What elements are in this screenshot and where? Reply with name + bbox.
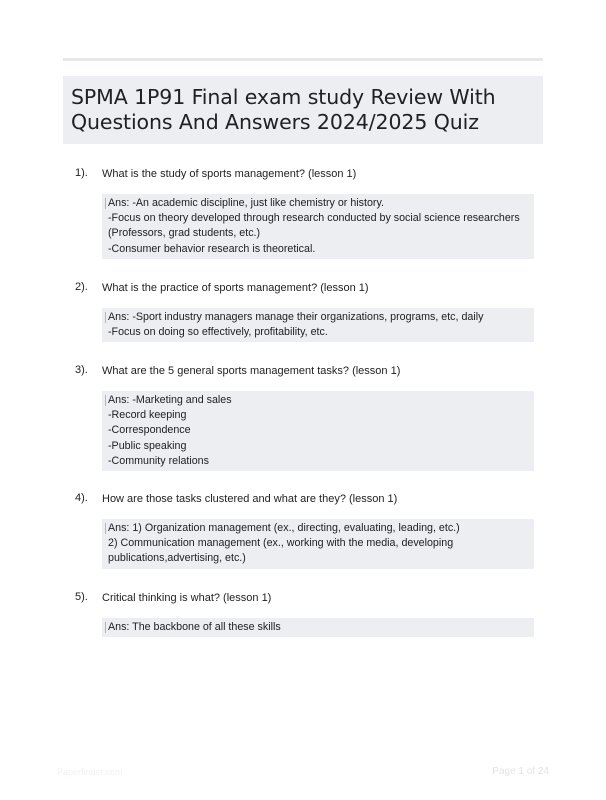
answer-line: -Consumer behavior research is theoretical. <box>108 242 316 255</box>
question-number: 5). <box>75 591 88 603</box>
answer-line: Ans: -An academic discipline, just like chemistry or history. <box>108 197 384 209</box>
answer-box <box>102 391 534 471</box>
question-block-2 <box>75 280 535 342</box>
page-title: SPMA 1P91 Final exam study Review With Questions And Answers 2024/2025 Quiz <box>71 85 496 134</box>
answer-line: -Focus on theory developed through research conducted by social science researchers (Professors, grad students, etc.) <box>108 212 520 240</box>
question-text: How are those tasks clustered and what are they? (lesson 1) <box>102 493 398 505</box>
question-number: 1). <box>75 167 88 179</box>
question-text: What is the practice of sports management? (lesson 1) <box>102 282 369 294</box>
title-banner <box>63 76 543 144</box>
question-text: What is the study of sports management? (lesson 1) <box>102 168 357 180</box>
top-divider <box>63 58 543 61</box>
answer-box <box>102 194 534 259</box>
question-block-5 <box>75 590 535 637</box>
answer-line: -Public speaking <box>108 439 187 452</box>
question-text: Critical thinking is what? (lesson 1) <box>102 592 272 604</box>
question-number: 2). <box>75 281 88 293</box>
answer-line: Ans: -Marketing and sales <box>108 394 232 406</box>
answer-line: 2) Communication management (ex., working with the media, developing publications,advertising, etc.) <box>108 537 454 565</box>
answer-line: Ans: The backbone of all these skills <box>108 621 281 633</box>
answer-line: Ans: -Sport industry managers manage their organizations, programs, etc, daily <box>108 311 484 323</box>
answer-box <box>102 519 534 569</box>
answer-line: Ans: 1) Organization management (ex., directing, evaluating, leading, etc.) <box>108 522 460 534</box>
question-block-4 <box>75 491 535 569</box>
answer-line: -Community relations <box>108 454 209 467</box>
page-indicator: Page 1 of 24 <box>492 766 549 777</box>
question-text: What are the 5 general sports management tasks? (lesson 1) <box>102 365 401 377</box>
answer-line: -Record keeping <box>108 409 187 422</box>
answer-box <box>102 618 534 637</box>
question-number: 4). <box>75 492 88 504</box>
answer-line: -Focus on doing so effectively, profitability, etc. <box>108 326 328 339</box>
question-block-1 <box>75 166 535 259</box>
question-block-3 <box>75 363 535 471</box>
answer-box <box>102 308 534 342</box>
question-number: 3). <box>75 364 88 376</box>
footer-watermark: Paperfinder.com <box>57 767 123 777</box>
answer-line: -Correspondence <box>108 424 191 437</box>
